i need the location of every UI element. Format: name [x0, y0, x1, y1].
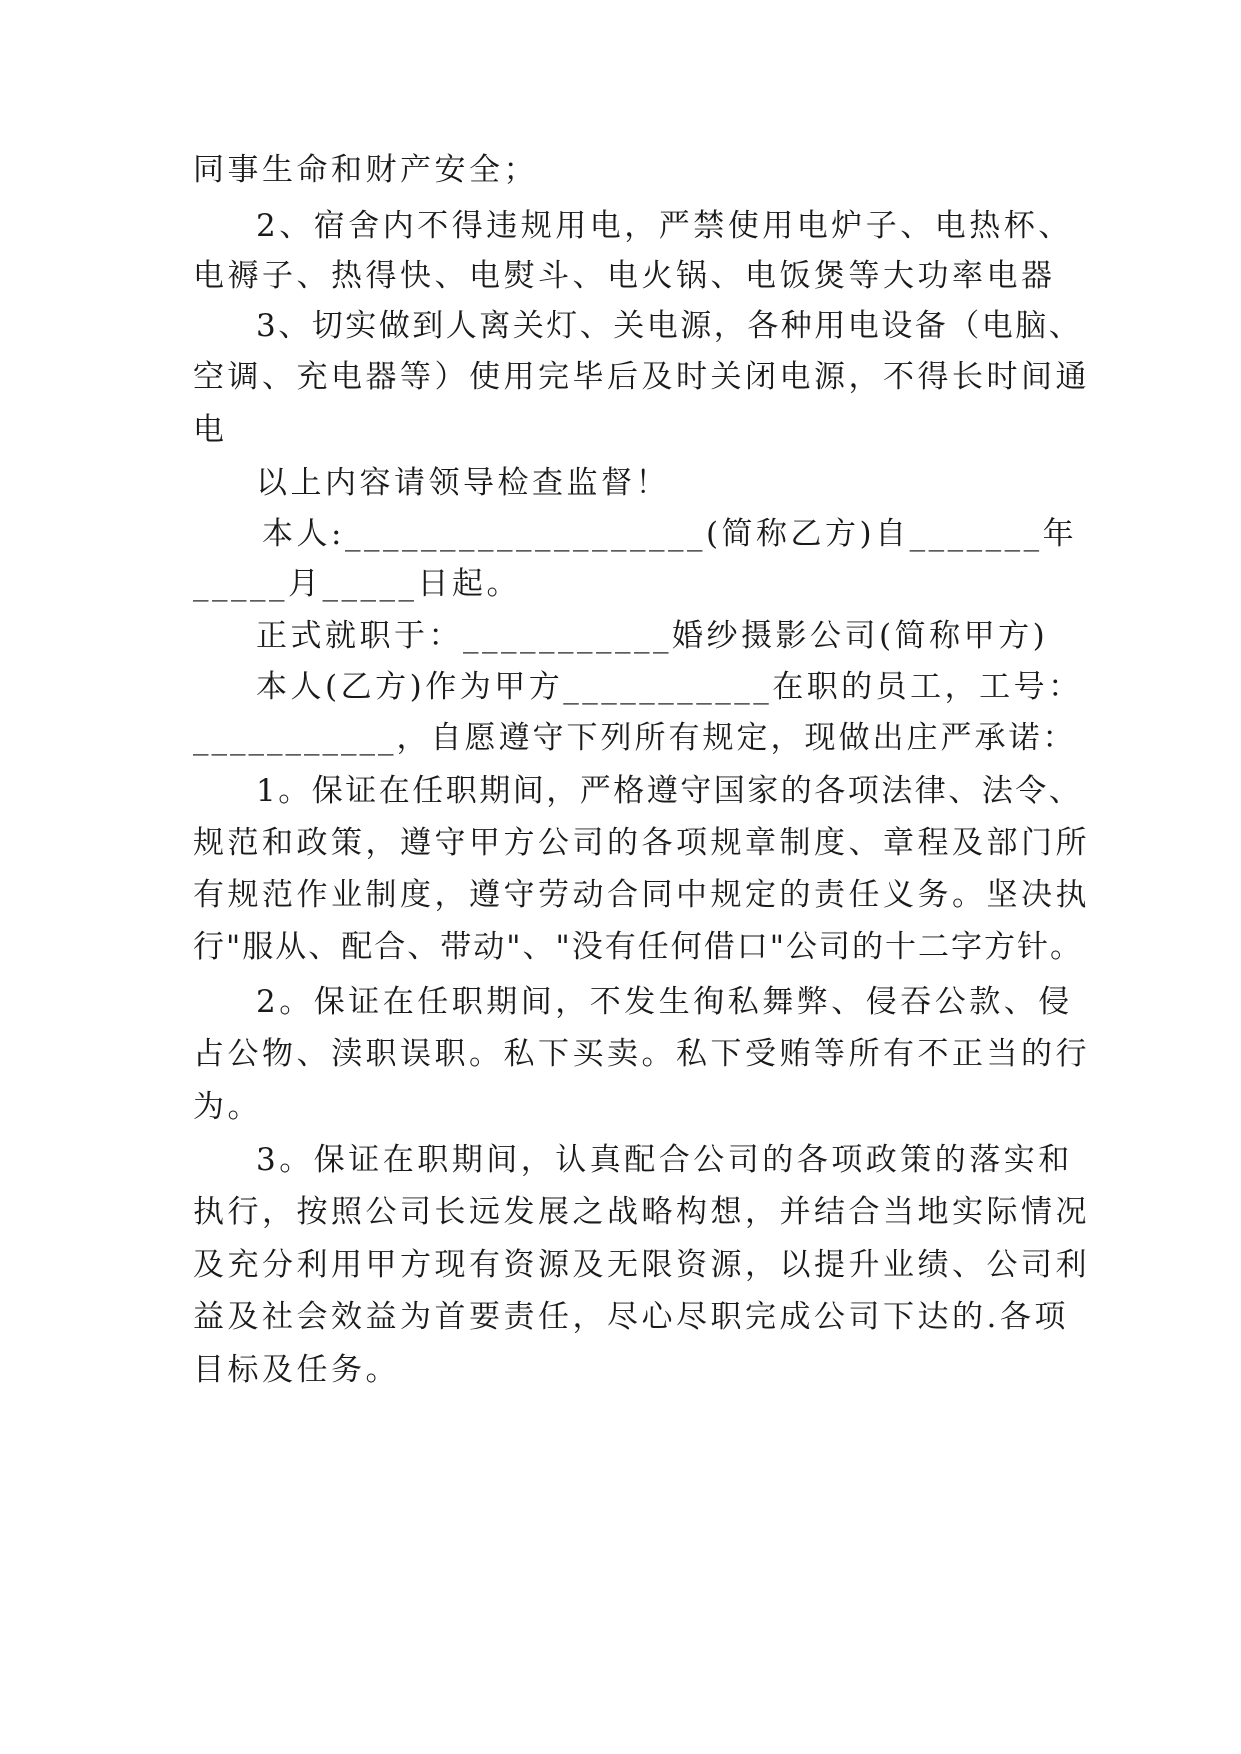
- text-line: 空调、充电器等）使用完毕后及时关闭电源，不得长时间通: [193, 359, 1090, 395]
- text-line: 本人:___________________(简称乙方)自_______年: [262, 516, 1078, 552]
- text-line: 有规范作业制度，遵守劳动合同中规定的责任义务。坚决执: [193, 877, 1090, 913]
- text-line: 2、宿舍内不得违规用电，严禁使用电炉子、电热杯、: [256, 208, 1073, 244]
- text-line: 同事生命和财产安全；: [193, 152, 538, 188]
- text-line: ___________，自愿遵守下列所有规定，现做出庄严承诺：: [193, 720, 1077, 756]
- text-line: 1。保证在任职期间，严格遵守国家的各项法律、法令、: [256, 773, 1083, 809]
- text-line: _____月_____日起。: [193, 566, 521, 602]
- text-line: 正式就职于：___________婚纱摄影公司(简称甲方): [256, 618, 1049, 654]
- text-line: 益及社会效益为首要责任，尽心尽职完成公司下达的.各项: [193, 1299, 1069, 1335]
- text-line: 为。: [193, 1089, 262, 1125]
- text-line: 行"服从、配合、带动"、"没有任何借口"公司的十二字方针。: [193, 929, 1084, 965]
- text-line: 3、切实做到人离关灯、关电源，各种用电设备（电脑、: [256, 308, 1083, 344]
- text-line: 规范和政策，遵守甲方公司的各项规章制度、章程及部门所: [193, 825, 1090, 861]
- text-line: 目标及任务。: [193, 1352, 400, 1388]
- text-line: 3。保证在职期间，认真配合公司的各项政策的落实和: [256, 1142, 1073, 1178]
- text-line: 占公物、渎职误职。私下买卖。私下受贿等所有不正当的行: [193, 1036, 1090, 1072]
- text-line: 以上内容请领导检查监督！: [256, 465, 670, 501]
- text-line: 2。保证在任职期间，不发生徇私舞弊、侵吞公款、侵: [256, 984, 1073, 1020]
- text-line: 执行，按照公司长远发展之战略构想，并结合当地实际情况: [193, 1194, 1090, 1230]
- text-line: 及充分利用甲方现有资源及无限资源，以提升业绩、公司利: [193, 1247, 1090, 1283]
- text-line: 本人(乙方)作为甲方___________在职的员工，工号：: [256, 669, 1083, 705]
- text-line: 电: [193, 412, 228, 448]
- text-line: 电褥子、热得快、电熨斗、电火锅、电饭煲等大功率电器: [193, 258, 1056, 294]
